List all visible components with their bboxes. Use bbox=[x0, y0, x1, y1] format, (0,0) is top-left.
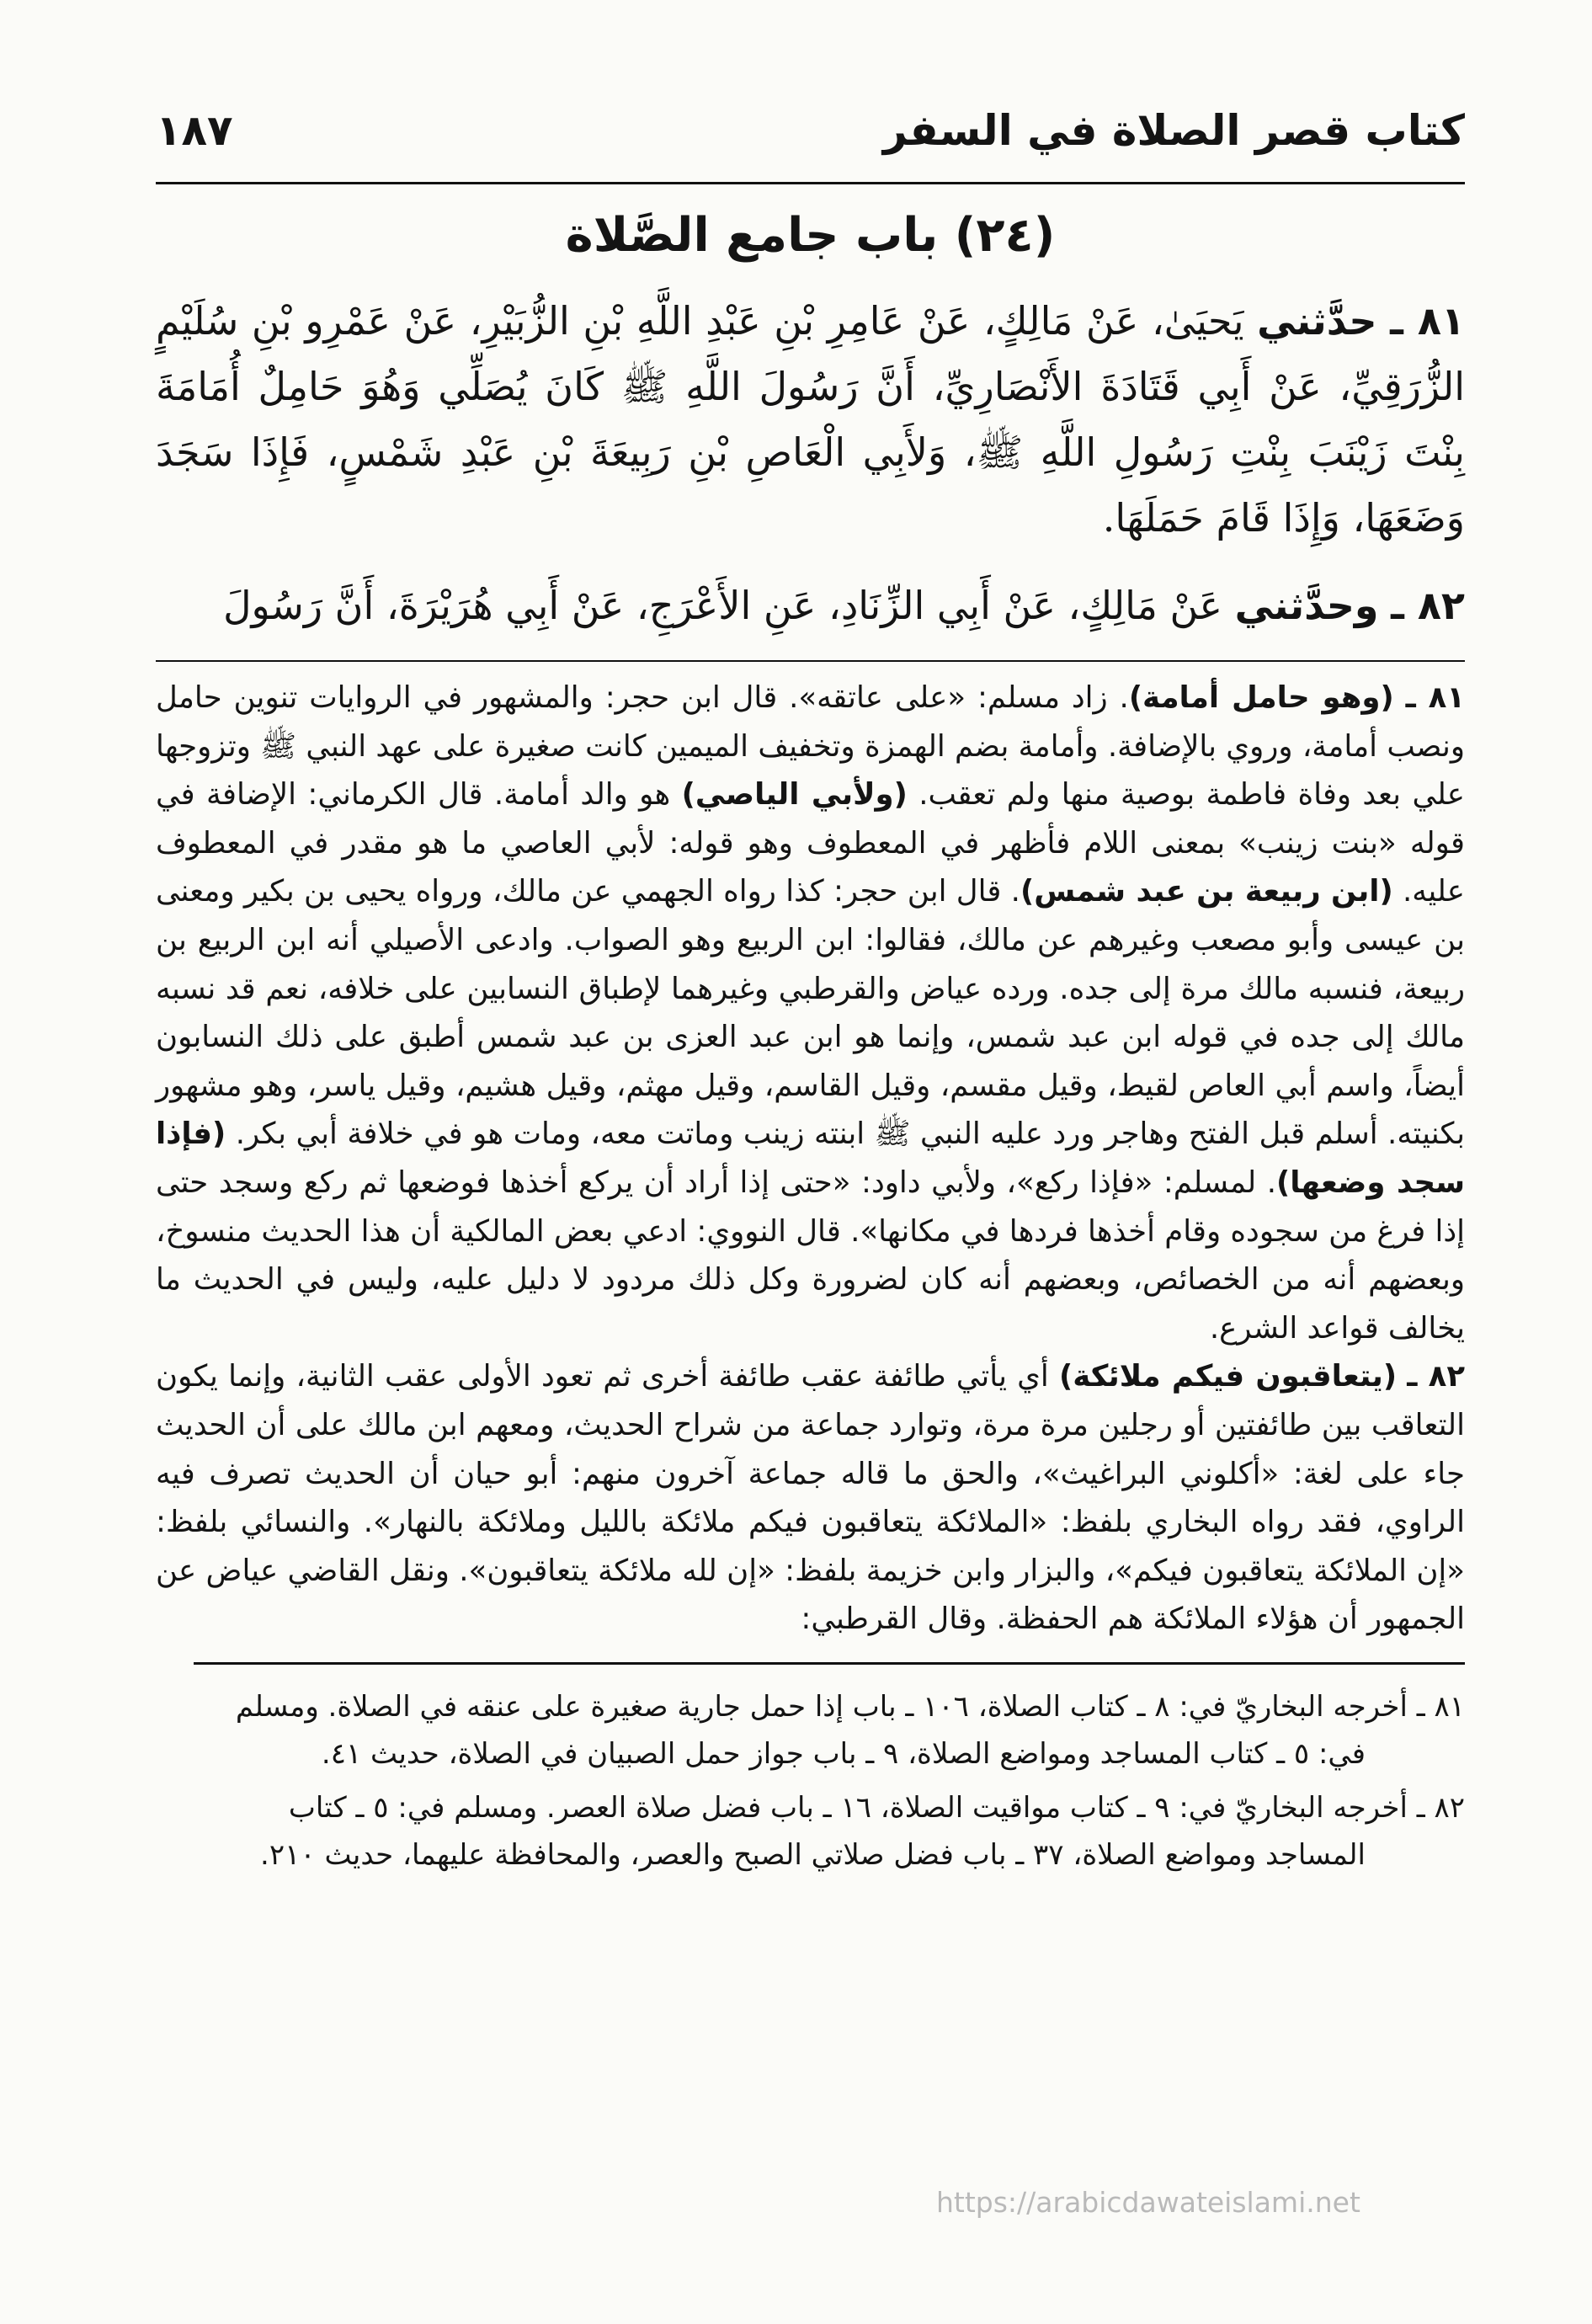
commentary bbox=[156, 674, 1465, 1644]
header-rule bbox=[156, 182, 1465, 184]
page-number: ١٨٧ bbox=[156, 106, 233, 155]
commentary-text: هو والد أمامة. قال الكرماني: الإضافة في قوله «بنت زينب» بمعنى اللام فأظهر في المعطوف وهو قوله: لأبي العاصي ما هو مقدر في المعطوف عليه. bbox=[156, 777, 1465, 909]
footnote-82 bbox=[156, 1784, 1465, 1879]
hadith-number: ٨٢ ـ bbox=[1391, 583, 1465, 628]
hadith-81 bbox=[156, 288, 1465, 551]
footnote-text: المساجد ومواضع الصلاة، ٣٧ ـ باب فضل صلاتي الصبح والعصر، والمحافظة عليهما، حديث ٢١٠. bbox=[260, 1837, 1366, 1872]
footnote-text: ٨٢ ـ أخرجه البخاريّ في: ٩ ـ كتاب مواقيت الصلاة، ١٦ ـ باب فضل صلاة العصر. ومسلم في: ٥ ـ كتاب bbox=[288, 1790, 1465, 1825]
hadith-intro: حدَّثني bbox=[1257, 298, 1377, 344]
book-title: كتاب قصر الصلاة في السفر bbox=[882, 106, 1465, 155]
footnote-81 bbox=[156, 1683, 1465, 1778]
hadith-number: ٨١ ـ bbox=[1390, 298, 1466, 344]
keyword: (وهو حامل أمامة) bbox=[1128, 680, 1394, 715]
hadith-text: عَنْ مَالِكٍ، عَنْ أَبِي الزِّنَادِ، عَنِ الأَعْرَجِ، عَنْ أَبِي هُرَيْرَةَ، أَنَّ رَسُولَ bbox=[223, 583, 1222, 628]
commentary-81 bbox=[156, 674, 1465, 1352]
commentary-text: أي يأتي طائفة عقب طائفة أخرى ثم تعود الأولى عقب الثانية، وإنما يكون التعاقب بين طائفتين أو رجلين مرة مرة، وتوارد جماعة من شراح الحديث، ومعهم ابن مالك على أن الحديث جاء على لغة: «أكلوني البراغيث»، والحق ما قاله جماعة آخرون منهم: أبو حيان أن الحديث تصرف فيه الراوي، فقد رواه البخاري بلفظ: «الملائكة يتعاقبون فيكم ملائكة بالليل وملائكة بالنهار». والنسائي بلفظ: «إن الملائكة يتعاقبون فيكم»، والبزار وابن خزيمة بلفظ: «إن لله ملائكة يتعاقبون». ونقل القاضي عياض عن الجمهور أن هؤلاء الملائكة هم الحفظة. وقال القرطبي: bbox=[156, 1359, 1465, 1637]
commentary-text: . قال ابن حجر: كذا رواه الجهمي عن مالك، ورواه يحيى بن بكير ومعنى بن عيسى وأبو مصعب وغيرهم عن مالك، فقالوا: ابن الربيع وهو الصواب. وادعى الأصيلي أنه ابن الربيع بن ربيعة، فنسبه مالك مرة إلى جده. ورده عياض والقرطبي وغيرهما لإطباق النسابين على خلافه، نعم قد نسبه مالك إلى جده في قوله ابن عبد شمس، وإنما هو ابن عبد العزى بن عبد شمس أطبق على ذلك النسابون أيضاً، واسم أبي العاص لقيط، وقيل مقسم، وقيل القاسم، وقيل مهثم، وقيل هشيم، وقيل ياسر، وهو مشهور بكنيته. أسلم قبل الفتح وهاجر ورد عليه النبي ﷺ ابنته زينب وماتت معه، ومات هو في خلافة أبي بكر. bbox=[156, 874, 1465, 1152]
footnotes bbox=[156, 1683, 1465, 1879]
keyword: (ابن ربيعة بن عبد شمس) bbox=[1020, 874, 1393, 909]
chapter-title: (٢٤) باب جامع الصَّلاة bbox=[565, 208, 1056, 263]
keyword: (يتعاقبون فيكم ملائكة) bbox=[1058, 1359, 1398, 1394]
footnote-text: في: ٥ ـ كتاب المساجد ومواضع الصلاة، ٩ ـ باب جواز حمل الصبيان في الصلاة، حديث ٤١. bbox=[321, 1736, 1366, 1771]
footnote-text: ٨١ ـ أخرجه البخاريّ في: ٨ ـ كتاب الصلاة، ١٠٦ ـ باب إذا حمل جارية صغيرة على عنقه في الصلاة. ومسلم bbox=[235, 1689, 1465, 1724]
hadith-82 bbox=[156, 573, 1465, 638]
commentary-text: . زاد مسلم: «على عاتقه». قال ابن حجر: والمشهور في الروايات تنوين حامل ونصب أمامة، وروي بالإضافة. وأمامة بضم الهمزة وتخفيف الميمين كانت صغيرة على عهد النبي ﷺ وتزوجها علي بعد وفاة فاطمة بوصية منها ولم تعقب. bbox=[156, 680, 1465, 813]
commentary-82 bbox=[156, 1352, 1465, 1644]
watermark-url: https://arabicdawateislami.net bbox=[936, 2186, 1360, 2219]
hadith-intro: وحدَّثني bbox=[1234, 583, 1379, 628]
keyword: (ولأبي الياصي) bbox=[681, 777, 908, 813]
commentary-number: ٨١ ـ bbox=[1405, 680, 1466, 715]
commentary-number: ٨٢ ـ bbox=[1407, 1359, 1465, 1394]
hadith-text: يَحيَىٰ، عَنْ مَالِكٍ، عَنْ عَامِرِ بْنِ عَبْدِ اللَّهِ بْنِ الزُّبَيْرِ، عَنْ عَمْرِو بْنِ سُلَيْمٍ الزُّرَقِيِّ، عَنْ أَبِي قَتَادَةَ الأَنْصَارِيِّ، أَنَّ رَسُولَ اللَّهِ ﷺ كَانَ يُصَلِّي وَهُوَ حَامِلٌ أُمَامَةَ بِنْتَ زَيْنَبَ بِنْتِ رَسُولِ اللَّهِ ﷺ، وَلأَبِي الْعَاصِ بْنِ رَبِيعَةَ بْنِ عَبْدِ شَمْسٍ، فَإِذَا سَجَدَ وَضَعَهَا، وَإِذَا قَامَ حَمَلَهَا. bbox=[156, 298, 1465, 541]
book-page bbox=[156, 101, 1465, 1885]
keyword: (فإذا سجد وضعها) bbox=[156, 1117, 1465, 1200]
commentary-divider bbox=[156, 660, 1465, 662]
running-header bbox=[156, 101, 1465, 168]
footnote-divider bbox=[194, 1662, 1465, 1665]
commentary-text: . لمسلم: «فإذا ركع»، ولأبي داود: «حتى إذا أراد أن يركع أخذها فوضعها ثم ركع وسجد حتى إذا فرغ من سجوده وقام أخذها فردها في مكانها». قال النووي: ادعي بعض المالكية أن هذا الحديث منسوخ، وبعضهم أنه من الخصائص، وبعضهم أنه كان لضرورة وكل ذلك مردود لا دليل عليه، وليس في الحديث ما يخالف قواعد الشرع. bbox=[156, 1165, 1465, 1346]
